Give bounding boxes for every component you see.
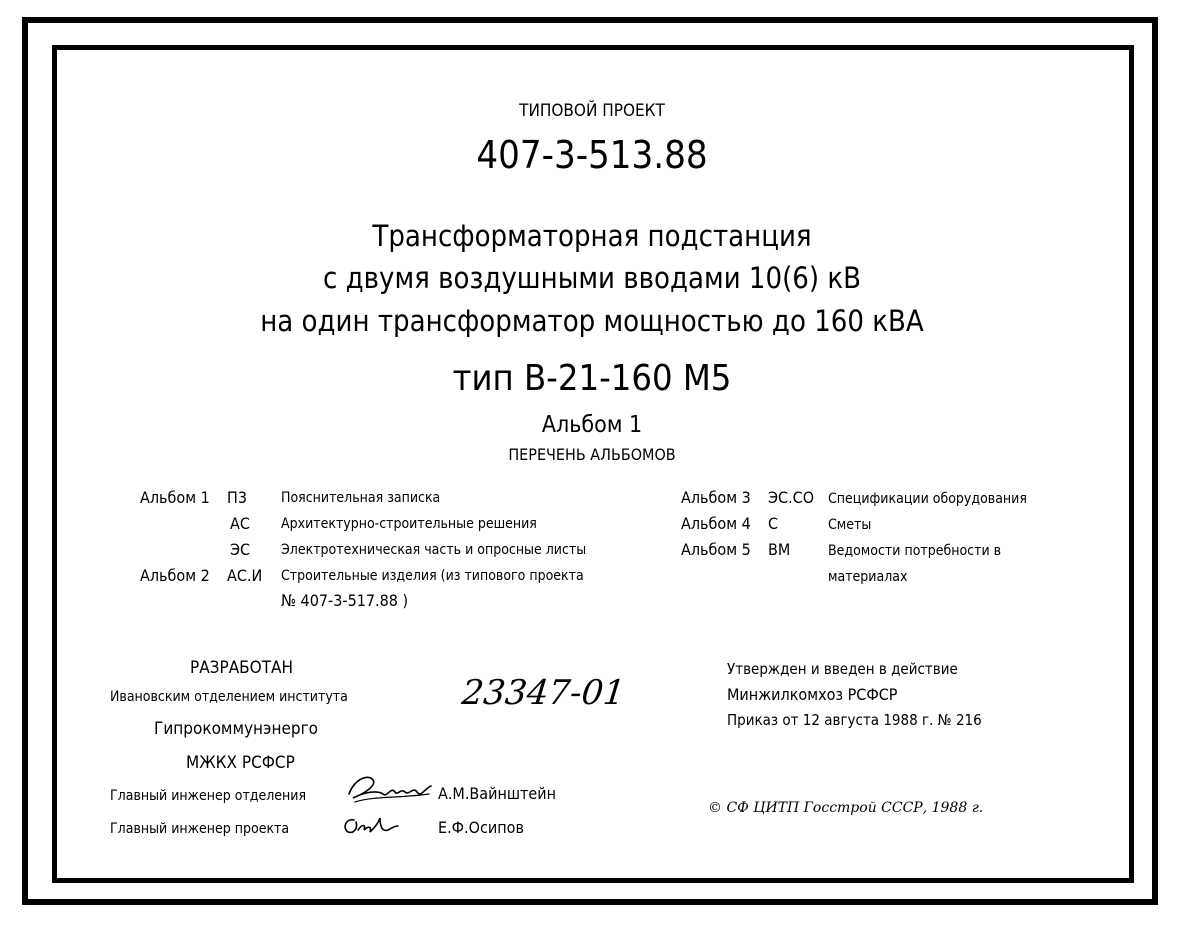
chief-proj-name: Е.Ф.Осипов	[438, 818, 524, 837]
approval-line-3: Приказ от 12 августа 1988 г. № 216	[727, 711, 982, 729]
album-right-3-desc: Ведомости потребности в	[828, 543, 1002, 559]
title-line-3: на один трансформатор мощностью до 160 кВА	[260, 304, 924, 338]
project-type-label: ТИПОВОЙ ПРОЕКТ	[519, 101, 665, 121]
title-line-1: Трансформаторная подстанция	[372, 219, 812, 253]
album-right-1-code: ЭС.СО	[768, 488, 815, 507]
signature-osipov	[340, 810, 400, 838]
album-left-3-code: ЭС	[230, 540, 251, 559]
signature-vainshtein	[343, 772, 435, 808]
album-label: Альбом 1	[541, 412, 643, 438]
album-right-3-album: Альбом 5	[681, 540, 751, 559]
album-left-1-desc: Пояснительная записка	[281, 490, 441, 506]
album-left-1-code: П3	[227, 488, 247, 507]
chief-dept-label: Главный инженер отделения	[110, 788, 307, 804]
album-left-2-desc: Архитектурно-строительные решения	[281, 516, 537, 532]
inventory-number: 23347-01	[459, 673, 628, 713]
approval-line-1: Утвержден и введен в действие	[727, 660, 958, 678]
album-list-heading: ПЕРЕЧЕНЬ АЛЬБОМОВ	[508, 445, 676, 464]
copyright-notice: © СФ ЦИТП Госстрой СССР, 1988 г.	[708, 800, 984, 816]
album-left-4-desc: Строительные изделия (из типового проекта	[281, 568, 584, 584]
developer-org: Гипрокоммунэнерго	[154, 719, 318, 739]
developer-ministry: МЖКХ РСФСР	[186, 753, 295, 773]
album-right-2-album: Альбом 4	[681, 514, 751, 533]
album-right-1-desc: Спецификации оборудования	[828, 491, 1027, 507]
chief-dept-name: А.М.Вайнштейн	[438, 784, 557, 803]
developer-line-1: Ивановским отделением института	[110, 689, 348, 705]
project-number: 407-3-513.88	[476, 133, 708, 177]
album-right-2-code: С	[768, 514, 779, 533]
album-right-3-desc-cont: материалах	[828, 569, 908, 585]
substation-type: тип В-21-160 М5	[452, 358, 732, 399]
album-right-1-album: Альбом 3	[681, 488, 751, 507]
album-left-2-code: АС	[230, 514, 250, 533]
album-left-3-desc: Электротехническая часть и опросные листы	[281, 542, 587, 558]
approval-line-2: Минжилкомхоз РСФСР	[727, 685, 898, 704]
developer-heading: РАЗРАБОТАН	[190, 658, 293, 678]
album-right-2-desc: Сметы	[828, 517, 872, 533]
album-right-3-code: ВМ	[768, 540, 791, 559]
album-left-1-album: Альбом 1	[140, 488, 210, 507]
album-left-4-album: Альбом 2	[140, 566, 210, 585]
chief-proj-label: Главный инженер проекта	[110, 821, 290, 837]
title-line-2: с двумя воздушными вводами 10(6) кВ	[322, 261, 862, 295]
album-left-4-code: АС.И	[227, 566, 263, 585]
album-left-4-desc-cont: № 407-3-517.88 )	[281, 591, 409, 610]
